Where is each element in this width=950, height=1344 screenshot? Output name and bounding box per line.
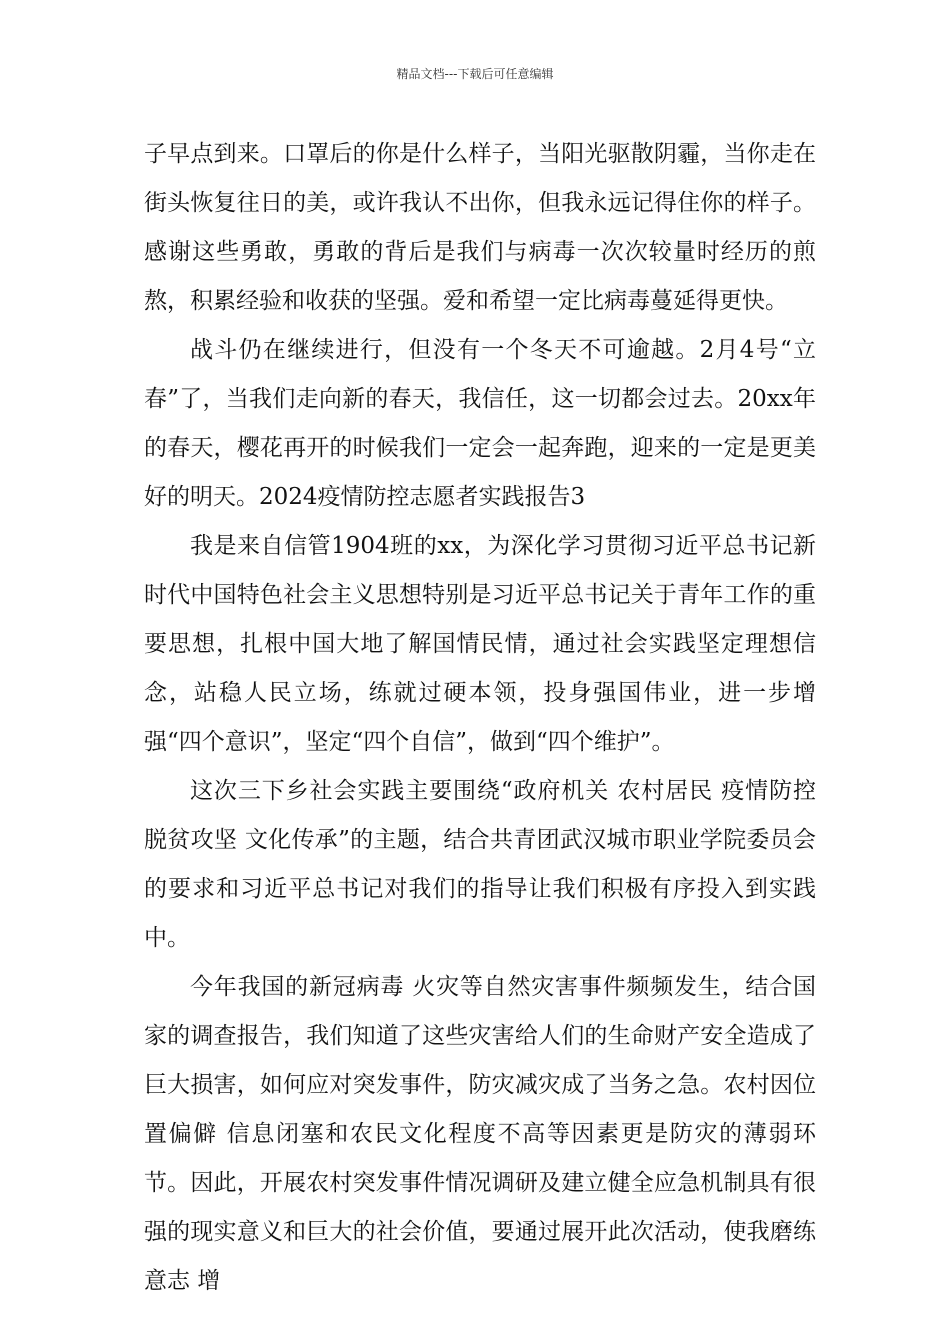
paragraph-4: 这次三下乡社会实践主要围绕“政府机关 农村居民 疫情防控 脱贫攻坚 文化传承”的主题，结合共青团武汉城市职业学院委员会的要求和习近平总书记对我们的指导让我们积极有序投入到实践中。 — [144, 778, 816, 951]
paragraph-1: 子早点到来。口罩后的你是什么样子，当阳光驱散阴霾，当你走在街头恢复往日的美，或许我认不出你，但我永远记得住你的样子。感谢这些勇敢，勇敢的背后是我们与病毒一次次较量时经历的煎熬，积累经验和收获的坚强。爱和希望一定比病毒蔓延得更快。 — [144, 141, 816, 314]
paragraph-2: 战斗仍在继续进行，但没有一个冬天不可逾越。2月4号“立春”了，当我们走向新的春天，我信任，这一切都会过去。20xx年的春天，樱花再开的时候我们一定会一起奔跑，迎来的一定是更美好的明天。2024疫情防控志愿者实践报告3 — [144, 337, 816, 510]
paragraph-5: 今年我国的新冠病毒 火灾等自然灾害事件频频发生，结合国家的调查报告，我们知道了这些灾害给人们的生命财产安全造成了巨大损害，如何应对突发事件，防灾减灾成了当务之急。农村因位置偏僻 信息闭塞和农民文化程度不高等因素更是防灾的薄弱环节。因此，开展农村突发事件情况调研及建立健全应急机制具有很强的现实意义和巨大的社会价值，要通过展开此次活动，使我磨练意志 增 — [144, 974, 816, 1294]
page-header: 精品文档---下载后可任意编辑 — [396, 67, 554, 81]
paragraph-3: 我是来自信管1904班的xx，为深化学习贯彻习近平总书记新时代中国特色社会主义思想特别是习近平总书记关于青年工作的重要思想，扎根中国大地了解国情民情，通过社会实践坚定理想信念，站稳人民立场，练就过硬本领，投身强国伟业，进一步增强“四个意识”，坚定“四个自信”，做到“四个维护”。 — [144, 533, 816, 755]
document-body — [144, 130, 816, 1306]
